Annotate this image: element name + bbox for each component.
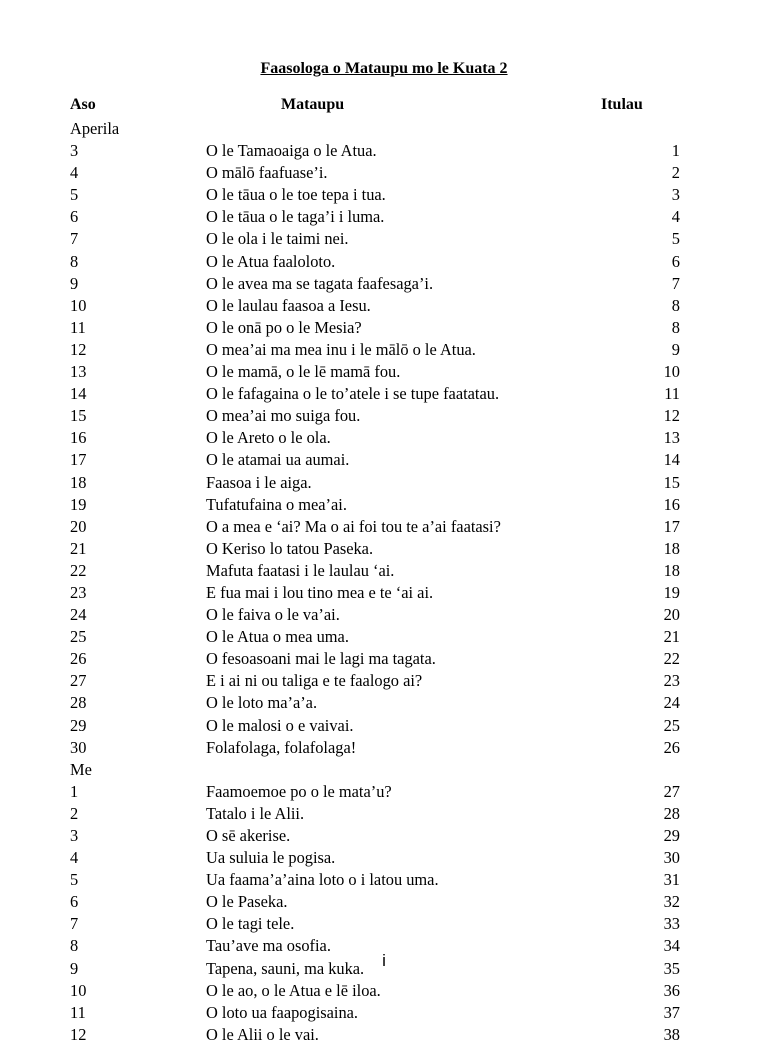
page-cell: 2: [671, 163, 680, 183]
page-cell: 25: [663, 715, 680, 735]
day-cell: 11: [70, 317, 86, 337]
day-cell: 9: [70, 958, 79, 978]
schedule-row: [0, 206, 768, 228]
page-cell: 33: [663, 914, 680, 934]
schedule-row: [0, 670, 768, 692]
schedule-row: [0, 118, 768, 140]
day-cell: 21: [70, 538, 87, 558]
schedule-row: [0, 648, 768, 670]
day-cell: 1: [70, 781, 79, 801]
topic-cell: Tatalo i le Alii.: [206, 803, 305, 823]
page-cell: 17: [663, 516, 680, 536]
schedule-row: [0, 626, 768, 648]
day-cell: 17: [70, 450, 87, 470]
topic-cell: O le loto ma’a’a.: [206, 693, 318, 713]
page-cell: 11: [664, 384, 680, 404]
day-cell: Aperila: [70, 119, 120, 138]
day-cell: Me: [70, 759, 92, 779]
schedule-row: [0, 1024, 768, 1046]
day-cell: 15: [70, 406, 87, 426]
page-cell: 29: [663, 826, 680, 845]
page-cell: 3: [671, 185, 680, 205]
schedule-row: [0, 604, 768, 626]
schedule-row: [0, 781, 768, 803]
day-cell: 12: [70, 339, 87, 359]
schedule-row: [0, 869, 768, 891]
schedule-row: [0, 405, 768, 427]
schedule-row: [0, 560, 768, 582]
topic-cell: O le Alii o le vai.: [206, 1024, 319, 1044]
day-cell: 8: [70, 936, 79, 956]
schedule-row: [0, 913, 768, 935]
schedule-row: [0, 383, 768, 405]
page-cell: 34: [663, 936, 680, 956]
topic-cell: O le atamai ua aumai.: [206, 450, 350, 470]
day-cell: 30: [70, 737, 87, 757]
page-cell: 28: [663, 803, 680, 823]
day-cell: 13: [70, 362, 87, 382]
topic-cell: O le ola i le taimi nei.: [206, 229, 349, 249]
day-cell: 5: [70, 185, 79, 205]
topic-cell: O a mea e ‘ai? Ma o ai foi tou te a’ai faatasi?: [206, 516, 501, 536]
column-header-day: Aso: [70, 96, 96, 113]
page-cell: 1: [671, 141, 680, 161]
page-cell: 30: [663, 848, 680, 868]
day-cell: 23: [70, 582, 87, 602]
schedule-row: [0, 692, 768, 714]
page-cell: 13: [663, 428, 680, 448]
page-cell: 38: [663, 1024, 680, 1044]
page-cell: 7: [671, 273, 680, 293]
day-cell: 19: [70, 494, 87, 514]
page-cell: 15: [663, 472, 680, 492]
topic-cell: O mea’ai mo suiga fou.: [206, 406, 361, 426]
day-cell: 5: [70, 870, 79, 890]
page-cell: 4: [671, 207, 680, 227]
topic-cell: Tapena, sauni, ma kuka.: [206, 958, 365, 978]
topic-cell: E fua mai i lou tino mea e te ‘ai ai.: [206, 582, 434, 602]
day-cell: 7: [70, 914, 79, 934]
day-cell: 10: [70, 295, 87, 315]
schedule-row: [0, 803, 768, 825]
day-cell: 28: [70, 693, 87, 713]
schedule-row: [0, 449, 768, 471]
page-cell: 5: [671, 229, 680, 249]
topic-cell: O le laulau faasoa a Iesu.: [206, 295, 371, 315]
day-cell: 9: [70, 273, 79, 293]
day-cell: 7: [70, 229, 79, 249]
topic-cell: O le tāua o le toe tepa i tua.: [206, 185, 386, 205]
schedule-row: [0, 162, 768, 184]
column-header-lesson: Itulau: [601, 96, 643, 113]
topic-cell: O le Paseka.: [206, 892, 288, 912]
schedule-row: [0, 228, 768, 250]
day-cell: 4: [70, 848, 79, 868]
day-cell: 11: [70, 1002, 86, 1022]
page-cell: 20: [663, 605, 680, 625]
topic-cell: O fesoasoani mai le lagi ma tagata.: [206, 649, 436, 669]
page-cell: 24: [663, 693, 680, 713]
topic-cell: Tufatufaina o mea’ai.: [206, 494, 347, 514]
day-cell: 29: [70, 715, 87, 735]
page-cell: 19: [663, 582, 680, 602]
page-title: Faasologa o Mataupu mo le Kuata 2: [260, 60, 508, 77]
topic-cell: O le Atua faaloloto.: [206, 251, 336, 271]
topic-cell: O sē akerise.: [206, 826, 291, 845]
day-cell: 26: [70, 649, 87, 669]
schedule-row: [0, 361, 768, 383]
day-cell: 6: [70, 892, 79, 912]
schedule-row: [0, 472, 768, 494]
day-cell: 12: [70, 1024, 87, 1044]
topic-cell: O le Tamaoaiga o le Atua.: [206, 141, 377, 161]
topic-cell: O le malosi o e vaivai.: [206, 715, 354, 735]
schedule-row: [0, 737, 768, 759]
page-cell: 23: [663, 671, 680, 691]
topic-cell: Tau’ave ma osofia.: [206, 936, 331, 956]
topic-cell: O le mamā, o le lē mamā fou.: [206, 362, 401, 382]
page-cell: 26: [663, 737, 680, 757]
schedule-row: [0, 273, 768, 295]
day-cell: 14: [70, 384, 87, 404]
day-cell: 2: [70, 803, 79, 823]
topic-cell: O le onā po o le Mesia?: [206, 317, 362, 337]
day-cell: 6: [70, 207, 79, 227]
topic-cell: O loto ua faapogisaina.: [206, 1002, 359, 1022]
day-cell: 16: [70, 428, 87, 448]
schedule-row: [0, 427, 768, 449]
schedule-row: [0, 1002, 768, 1024]
page-number: i: [382, 951, 386, 970]
schedule-row: [0, 494, 768, 516]
topic-cell: O mea’ai ma mea inu i le mālō o le Atua.: [206, 339, 476, 359]
schedule-row: [0, 516, 768, 538]
page-cell: 18: [663, 538, 680, 558]
topic-cell: O le avea ma se tagata faafesaga’i.: [206, 273, 434, 293]
topic-cell: O le faiva o le va’ai.: [206, 605, 340, 625]
topic-cell: O le tagi tele.: [206, 914, 295, 934]
schedule-row: [0, 980, 768, 1002]
page-cell: 14: [663, 450, 680, 470]
schedule-row: [0, 295, 768, 317]
schedule-list: [0, 118, 768, 1046]
topic-cell: Faasoa i le aiga.: [206, 472, 312, 492]
page-cell: 10: [663, 362, 680, 382]
day-cell: 22: [70, 560, 87, 580]
page-cell: 8: [671, 317, 680, 337]
schedule-row: [0, 825, 768, 847]
topic-cell: Ua faama’a’aina loto o i latou uma.: [206, 870, 439, 890]
schedule-row: [0, 847, 768, 869]
page-cell: 6: [671, 251, 680, 271]
topic-cell: Folafolaga, folafolaga!: [206, 737, 357, 757]
schedule-row: [0, 339, 768, 361]
page-cell: 21: [663, 627, 680, 647]
page-cell: 18: [663, 560, 680, 580]
schedule-row: [0, 140, 768, 162]
topic-cell: O le Areto o le ola.: [206, 428, 331, 448]
day-cell: 10: [70, 980, 87, 1000]
schedule-row: [0, 759, 768, 781]
schedule-row: [0, 715, 768, 737]
page-cell: 31: [663, 870, 680, 890]
topic-cell: E i ai ni ou taliga e te faalogo ai?: [206, 671, 423, 691]
page-cell: 32: [663, 892, 680, 912]
page-cell: 8: [671, 295, 680, 315]
schedule-row: [0, 184, 768, 206]
topic-cell: Ua suluia le pogisa.: [206, 848, 336, 868]
schedule-row: [0, 538, 768, 560]
column-header-topic: Mataupu: [281, 96, 345, 113]
topic-cell: O mālō faafuase’i.: [206, 163, 328, 183]
topic-cell: O le fafagaina o le to’atele i se tupe faatatau.: [206, 384, 500, 404]
page-cell: 12: [663, 406, 680, 426]
page-cell: 9: [671, 339, 680, 359]
page-cell: 16: [663, 494, 680, 514]
page-cell: 27: [663, 781, 680, 801]
topic-cell: O le ao, o le Atua e lē iloa.: [206, 980, 381, 1000]
schedule-row: [0, 891, 768, 913]
day-cell: 3: [70, 141, 79, 161]
page-cell: 36: [663, 980, 680, 1000]
day-cell: 25: [70, 627, 87, 647]
topic-cell: O le Atua o mea uma.: [206, 627, 349, 647]
topic-cell: O Keriso lo tatou Paseka.: [206, 538, 374, 558]
day-cell: 3: [70, 826, 79, 845]
schedule-row: [0, 582, 768, 604]
day-cell: 24: [70, 605, 87, 625]
page-cell: 22: [663, 649, 680, 669]
topic-cell: O le tāua o le taga’i i luma.: [206, 207, 385, 227]
day-cell: 27: [70, 671, 87, 691]
day-cell: 18: [70, 472, 87, 492]
page-cell: 35: [663, 958, 680, 978]
day-cell: 20: [70, 516, 87, 536]
day-cell: 8: [70, 251, 79, 271]
page-cell: 37: [663, 1002, 680, 1022]
day-cell: 4: [70, 163, 79, 183]
topic-cell: Mafuta faatasi i le laulau ‘ai.: [206, 560, 395, 580]
schedule-row: [0, 317, 768, 339]
topic-cell: Faamoemoe po o le mata’u?: [206, 781, 392, 801]
schedule-row: [0, 251, 768, 273]
